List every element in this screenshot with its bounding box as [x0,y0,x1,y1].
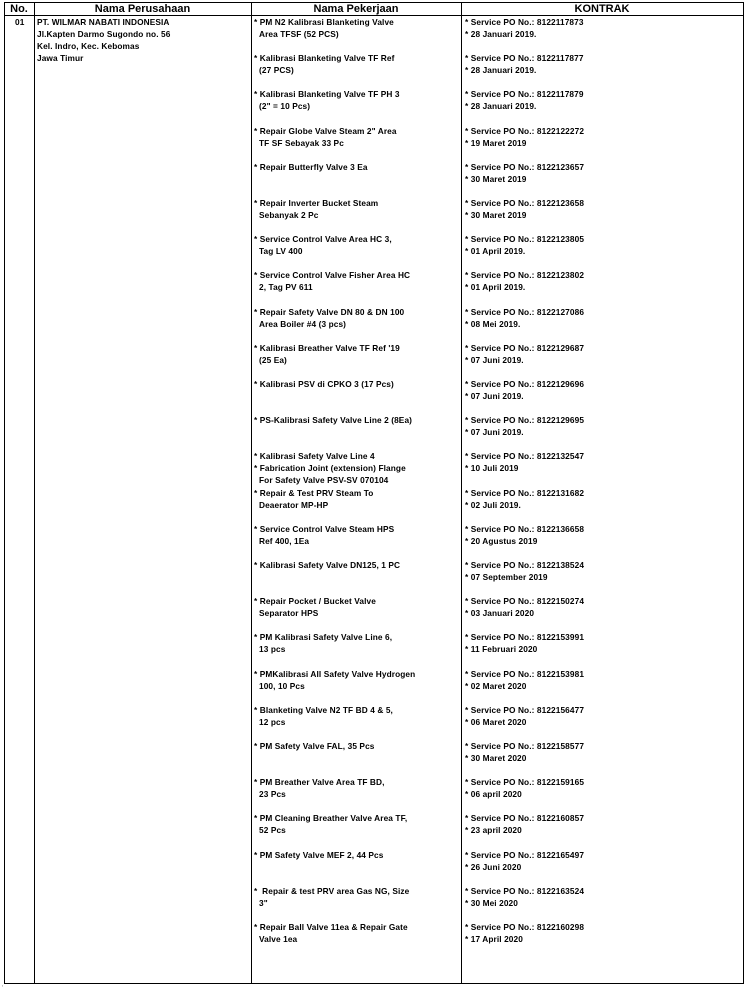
border-company-jobs [251,2,252,983]
contract-date: * 30 Maret 2019 [465,210,527,220]
contract-date: * 01 April 2019. [465,282,526,293]
job-line: 100, 10 Pcs [259,680,305,691]
contract-date: * 30 Maret 2020 [465,753,527,763]
job-line: Deaerator MP-HP [259,499,329,510]
job-line: Sebanyak 2 Pc [259,210,319,220]
job-line: * PM Safety Valve MEF 2, 44 Pcs [254,849,384,860]
contract-date: * 28 Januari 2019. [465,65,537,76]
border-jobs-contract [461,2,462,983]
job-line: * Service Control Valve Fisher Area HC [254,270,411,281]
contract-date: * 19 Maret 2019 [465,137,527,148]
contract-date: * 23 april 2020 [465,825,522,836]
job-line: * Repair Ball Valve 11ea & Repair Gate [254,922,408,932]
contract-date: * 06 Maret 2020 [465,716,527,727]
contract-po-number: * Service PO No.: 8122123657 [465,161,585,172]
contract-po-number: * Service PO No.: 8122129696 [465,379,585,389]
job-line: For Safety Valve PSV-SV 070104 [259,475,389,486]
contract-date: * 28 Januari 2019. [465,29,537,39]
contract-date: * 20 Agustus 2019 [465,535,538,546]
contract-po-number: * Service PO No.: 8122156477 [465,704,585,715]
contract-date: * 26 Juni 2020 [465,861,522,872]
page-corner-mark: ‚ [2,982,4,988]
contract-po-number: * Service PO No.: 8122163524 [465,885,585,896]
contract-po-number: * Service PO No.: 8122153981 [465,668,585,679]
contract-date: * 10 Juli 2019 [465,463,519,474]
job-line: * Kalibrasi PSV di CPKO 3 (17 Pcs) [254,379,394,389]
contract-po-number: * Service PO No.: 8122153991 [465,632,585,643]
job-line: Ref 400, 1Ea [259,535,310,546]
border-no-company [34,2,35,983]
contract-date: * 07 Juni 2019. [465,354,524,365]
job-line: * Repair Butterfly Valve 3 Ea [254,161,368,172]
job-line: (2" = 10 Pcs) [259,101,311,112]
contract-date: * 30 Mei 2020 [465,897,518,908]
job-line: Valve 1ea [259,934,298,944]
contract-date: * 30 Maret 2019 [465,173,527,184]
job-line: * Service Control Valve Steam HPS [254,523,395,534]
row-number: 01 [15,17,25,27]
contract-po-number: * Service PO No.: 8122158577 [465,741,585,751]
contract-po-number: * Service PO No.: 8122129695 [465,415,585,426]
job-line: * PM Kalibrasi Safety Valve Line 6, [254,632,393,643]
contract-po-number: * Service PO No.: 8122117877 [465,53,584,64]
contract-po-number: * Service PO No.: 8122136658 [465,523,585,534]
contract-date: * 17 April 2020 [465,934,523,944]
contract-po-number: * Service PO No.: 8122159165 [465,777,585,788]
contract-date: * 11 Februari 2020 [465,644,538,655]
contract-po-number: * Service PO No.: 8122123802 [465,270,585,281]
job-line: 23 Pcs [259,789,286,800]
job-line: 2, Tag PV 611 [259,282,313,293]
header-no: No. [10,3,28,15]
contract-po-number: * Service PO No.: 8122123658 [465,198,585,208]
job-line: (25 Ea) [259,354,287,365]
job-line: * Repair Safety Valve DN 80 & DN 100 [254,306,405,317]
job-line: * Repair Inverter Bucket Steam [254,198,379,208]
header-company: Nama Perusahaan [94,3,191,15]
job-line: * Repair & Test PRV Steam To [254,487,374,498]
job-line: 3" [259,897,268,908]
contract-date: * 06 april 2020 [465,789,522,800]
company-name: PT. WILMAR NABATI INDONESIA [37,17,170,27]
job-line: TF SF Sebayak 33 Pc [259,137,344,148]
job-line: Area TFSF (52 PCS) [259,29,339,39]
job-line: * Kalibrasi Breather Valve TF Ref '19 [254,342,400,353]
contract-po-number: * Service PO No.: 8122132547 [465,451,585,462]
contract-po-number: * Service PO No.: 8122127086 [465,306,585,317]
job-line: * Kalibrasi Safety Valve DN125, 1 PC [254,560,401,570]
job-line: 12 pcs [259,716,286,727]
company-address-line: Jawa Timur [37,53,84,63]
contract-date: * 01 April 2019. [465,246,526,257]
job-line: * Service Control Valve Area HC 3, [254,234,392,245]
contract-po-number: * Service PO No.: 8122117873 [465,17,584,27]
header-contract: KONTRAK [574,3,630,15]
job-line: (27 PCS) [259,65,294,76]
contract-date: * 07 Juni 2019. [465,427,524,438]
job-line: * Kalibrasi Blanketing Valve TF PH 3 [254,89,400,100]
contract-date: * 08 Mei 2019. [465,318,521,329]
contract-po-number: * Service PO No.: 8122123805 [465,234,585,245]
job-line: * PS-Kalibrasi Safety Valve Line 2 (8Ea) [254,415,413,426]
contract-po-number: * Service PO No.: 8122160298 [465,922,585,932]
contract-date: * 07 September 2019 [465,572,548,582]
contract-date: * 02 Juli 2019. [465,499,521,510]
job-line: Separator HPS [259,608,319,619]
contract-po-number: * Service PO No.: 8122138524 [465,560,585,570]
job-line: * PM Cleaning Breather Valve Area TF, [254,813,408,824]
contract-date: * 03 Januari 2020 [465,608,535,619]
header-jobs: Nama Pekerjaan [313,3,399,15]
contract-po-number: * Service PO No.: 8122129687 [465,342,585,353]
contract-po-number: * Service PO No.: 8122117879 [465,89,584,100]
contract-date: * 28 Januari 2019. [465,101,537,112]
contract-po-number: * Service PO No.: 8122131682 [465,487,585,498]
job-line: * Repair Pocket / Bucket Valve [254,596,376,607]
job-line: * Repair Globe Valve Steam 2" Area [254,125,397,136]
job-line: 52 Pcs [259,825,286,836]
border-left [4,2,5,983]
job-line: * Kalibrasi Safety Valve Line 4 [254,451,375,462]
job-line: * PMKalibrasi All Safety Valve Hydrogen [254,668,416,679]
job-line: * Blanketing Valve N2 TF BD 4 & 5, [254,704,393,715]
contract-po-number: * Service PO No.: 8122165497 [465,849,585,860]
job-line: * PM Breather Valve Area TF BD, [254,777,385,788]
company-address-line: Kel. Indro, Kec. Kebomas [37,41,140,51]
job-line: 13 pcs [259,644,286,655]
job-line: * Fabrication Joint (extension) Flange [254,463,406,474]
border-right [743,2,744,983]
contract-po-number: * Service PO No.: 8122122272 [465,125,585,136]
job-line: Tag LV 400 [259,246,303,257]
contract-date: * 07 Juni 2019. [465,391,524,401]
job-line: * Kalibrasi Blanketing Valve TF Ref [254,53,395,64]
job-line: Area Boiler #4 (3 pcs) [259,318,347,329]
table-bottom-border [4,983,744,984]
contract-po-number: * Service PO No.: 8122160857 [465,813,585,824]
contract-po-number: * Service PO No.: 8122150274 [465,596,585,607]
job-line: * PM Safety Valve FAL, 35 Pcs [254,741,375,751]
contract-date: * 02 Maret 2020 [465,680,527,691]
company-address-line: Jl.Kapten Darmo Sugondo no. 56 [37,29,171,39]
job-line: * PM N2 Kalibrasi Blanketing Valve [254,17,394,27]
job-line: * Repair & test PRV area Gas NG, Size [254,885,410,896]
